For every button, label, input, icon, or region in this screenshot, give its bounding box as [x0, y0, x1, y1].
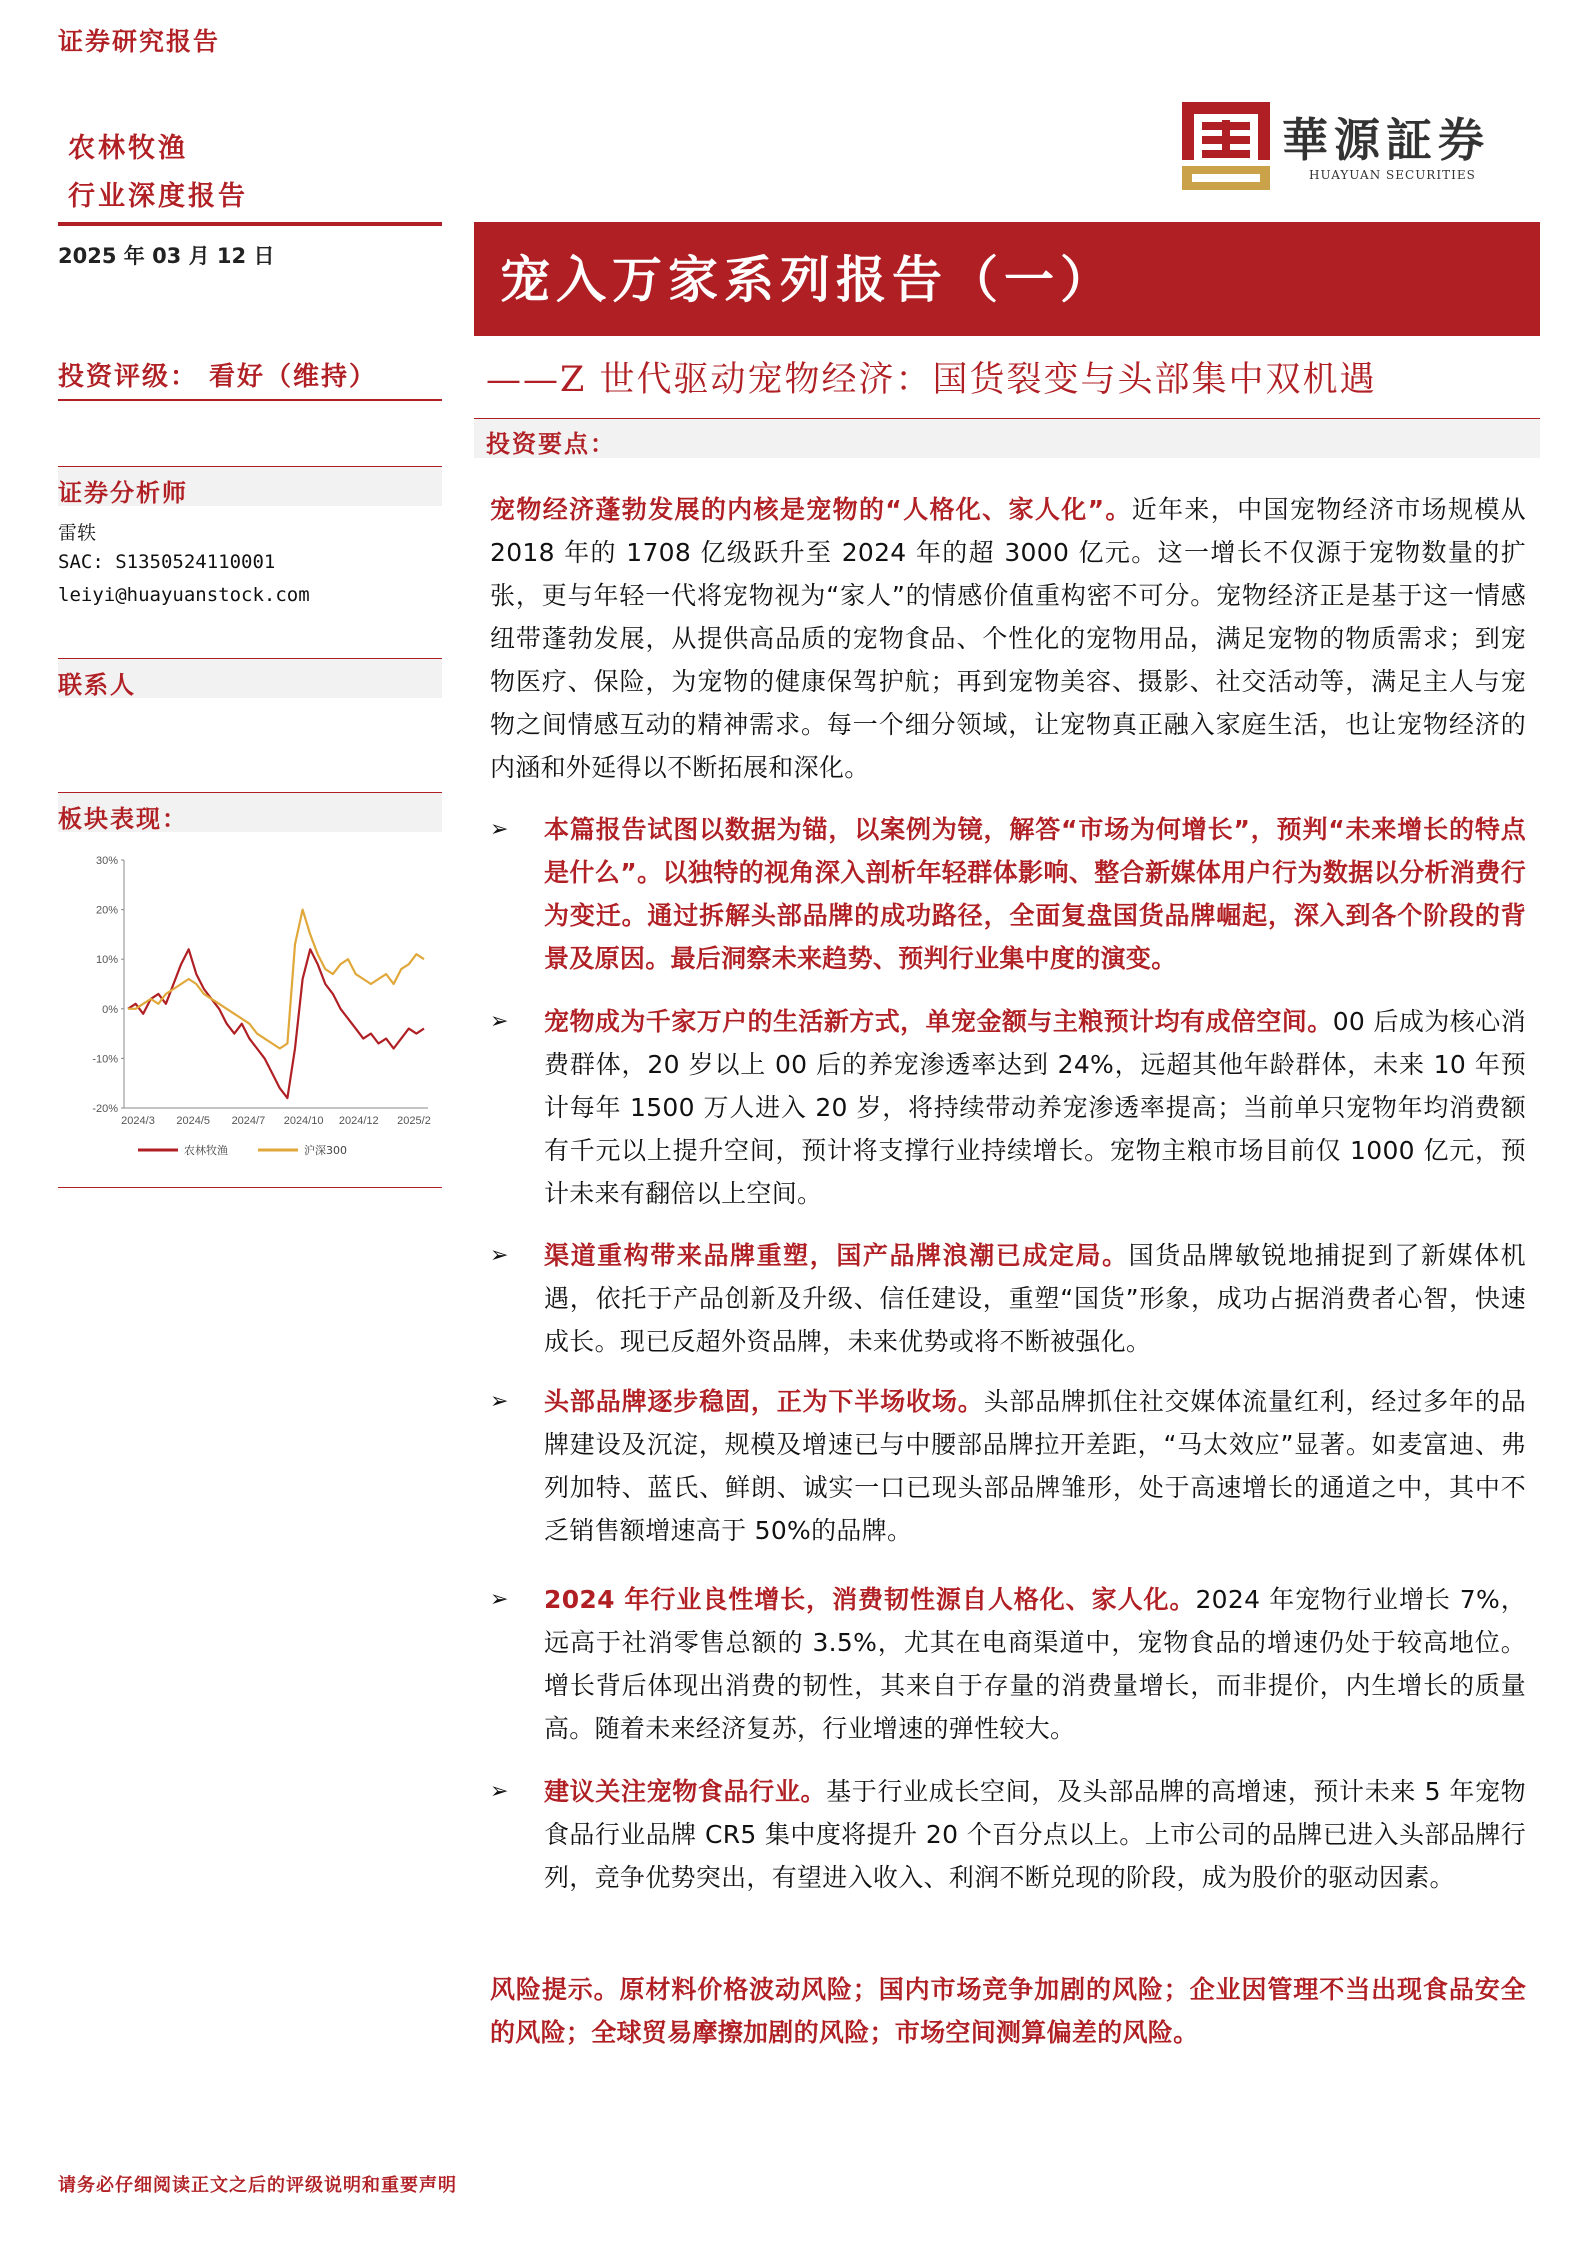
y-tick-label: 0%	[102, 1003, 118, 1016]
bullet-arrow-icon: ➢	[490, 1587, 509, 1612]
bullet-highlight: 本篇报告试图以数据为锚，以案例为镜，解答“市场为何增长”，预判“未来增长的特点是什么”。以独特的视角深入剖析年轻群体影响、整合新媒体用户行为数据以分析消费行为变迁。通过拆解头部品牌的成功路径，全面复盘国货品牌崛起，深入到各个阶段的背景及原因。最后洞察未来趋势、预判行业集中度的演变。	[544, 815, 1526, 973]
intro-text: 近年来，中国宠物经济市场规模从 2018 年的 1708 亿级跃升至 2024 年的超 3000 亿元。这一增长不仅源于宠物数量的扩张，更与年轻一代将宠物视为“家人”的情感价值重构密不可分。宠物经济正是基于这一情感纽带蓬勃发展，从提供高品质的宠物食品、个性化的宠物用品，满足宠物的物质需求；到宠物医疗、保险，为宠物的健康保驾护航；再到宠物美容、摄影、社交活动等，满足主人与宠物之间情感互动的精神需求。每一个细分领域，让宠物真正融入家庭生活，也让宠物经济的内涵和外延得以不断拓展和深化。	[490, 495, 1526, 782]
bullet-arrow-icon: ➢	[490, 817, 509, 842]
contact-heading: 联系人	[58, 658, 442, 698]
y-tick-label: 20%	[95, 904, 118, 917]
bullet-1	[490, 808, 1526, 980]
huayuan-logo-icon	[1182, 102, 1270, 190]
bullet-highlight: 头部品牌逐步稳固，正为下半场收场。	[544, 1387, 984, 1416]
legend-label: 农林牧渔	[184, 1144, 228, 1157]
x-tick-label: 2024/10	[283, 1115, 324, 1127]
bullet-arrow-icon: ➢	[490, 1779, 509, 1804]
bullet-2	[490, 1000, 1526, 1215]
y-tick-label: -20%	[92, 1103, 118, 1115]
risk-warning: 风险提示。原材料价格波动风险；国内市场竞争加剧的风险；企业因管理不当出现食品安全的风险；全球贸易摩擦加剧的风险；市场空间测算偏差的风险。	[490, 1975, 1526, 2047]
y-tick-label: -10%	[92, 1053, 118, 1066]
company-logo-english: HUAYUAN SECURITIES	[1309, 168, 1476, 182]
bullet-highlight: 宠物成为千家万户的生活新方式，单宠金额与主粮预计均有成倍空间。	[544, 1007, 1333, 1036]
performance-heading: 板块表现：	[58, 792, 442, 832]
series-line-农林牧渔	[128, 949, 424, 1098]
company-logo-name: 華源証券	[1282, 113, 1490, 167]
sector-label: 农林牧渔	[68, 133, 188, 164]
bullet-text: 2024 年宠物行业增长 7%，远高于社消零售总额的 3.5%，尤其在电商渠道中，宠物食品的增速仍处于较高地位。增长背后体现出消费的韧性，其来自于存量的消费量增长，而非提价，内生增长的质量高。随着未来经济复苏，行业增速的弹性较大。	[544, 1585, 1526, 1743]
report-category-tag: 证券研究报告	[58, 27, 221, 56]
y-tick-label: 10%	[95, 954, 118, 967]
bullet-5	[490, 1578, 1526, 1750]
report-type-label: 行业深度报告	[68, 181, 248, 212]
bullet-6	[490, 1770, 1526, 1899]
bullet-arrow-icon: ➢	[490, 1009, 509, 1034]
header-divider	[58, 222, 442, 226]
report-title: 宠入万家系列报告（一）	[500, 250, 1116, 309]
bullet-text: 基于行业成长空间，及头部品牌的高增速，预计未来 5 年宠物食品行业品牌 CR5 集中度将提升 20 个百分点以上。上市公司的品牌已进入头部品牌行列，竞争优势突出，有望进入收入、利润不断兑现的阶段，成为股价的驱动因素。	[544, 1777, 1526, 1892]
analyst-email[interactable]: leiyi@huayuanstock.com	[58, 584, 310, 606]
bullet-text: 00 后成为核心消费群体，20 岁以上 00 后的养宠渗透率达到 24%，远超其他年龄群体，未来 10 年预计每年 1500 万人进入 20 岁，将持续带动养宠渗透率提高；当前单只宠物年均消费额有千元以上提升空间，预计将支撑行业持续增长。宠物主粮市场目前仅 1000 亿元，预计未来有翻倍以上空间。	[544, 1007, 1526, 1208]
analyst-name: 雷轶	[58, 522, 97, 544]
series-line-沪深300	[128, 910, 424, 1049]
x-tick-label: 2024/3	[121, 1115, 155, 1127]
bullet-arrow-icon: ➢	[490, 1389, 509, 1414]
bullet-highlight: 建议关注宠物食品行业。	[544, 1777, 827, 1806]
bullet-highlight: 2024 年行业良性增长，消费韧性源自人格化、家人化。	[544, 1585, 1196, 1614]
bullet-text: 国货品牌敏锐地捕捉到了新媒体机遇，依托于产品创新及升级、信任建设，重塑“国货”形象，成功占据消费者心智，快速成长。现已反超外资品牌，未来优势或将不断被强化。	[544, 1241, 1526, 1356]
disclaimer-footer: 请务必仔细阅读正文之后的评级说明和重要声明	[58, 2175, 457, 2196]
legend-label: 沪深300	[304, 1144, 347, 1157]
bullet-text: 头部品牌抓住社交媒体流量红利，经过多年的品牌建设及沉淀，规模及增速已与中腰部品牌拉开差距，“马太效应”显著。如麦富迪、弗列加特、蓝氏、鲜朗、诚实一口已现头部品牌雏形，处于高速增长的通道之中，其中不乏销售额增速高于 50%的品牌。	[544, 1387, 1526, 1545]
bullet-4	[490, 1380, 1526, 1552]
x-tick-label: 2025/2	[397, 1115, 431, 1127]
analyst-heading: 证券分析师	[58, 466, 442, 506]
x-tick-label: 2024/5	[176, 1115, 211, 1127]
bullet-3	[490, 1234, 1526, 1363]
bullet-arrow-icon: ➢	[490, 1243, 509, 1268]
intro-highlight: 宠物经济蓬勃发展的内核是宠物的“人格化、家人化”。	[490, 495, 1132, 524]
x-tick-label: 2024/12	[338, 1115, 379, 1127]
y-tick-label: 30%	[95, 855, 118, 867]
report-subtitle: ——Z 世代驱动宠物经济：国货裂变与头部集中双机遇	[486, 360, 1377, 400]
key-points-heading: 投资要点：	[474, 418, 1540, 458]
performance-divider	[58, 1187, 442, 1188]
intro-paragraph	[490, 488, 1526, 789]
sector-performance-chart	[58, 848, 442, 1176]
rating-divider	[58, 399, 442, 401]
investment-rating: 投资评级： 看好（维持）	[58, 362, 378, 392]
report-date: 2025 年 03 月 12 日	[58, 244, 275, 268]
bullet-highlight: 渠道重构带来品牌重塑，国产品牌浪潮已成定局。	[544, 1241, 1129, 1270]
x-tick-label: 2024/7	[231, 1115, 266, 1127]
analyst-sac: SAC: S1350524110001	[58, 551, 276, 573]
